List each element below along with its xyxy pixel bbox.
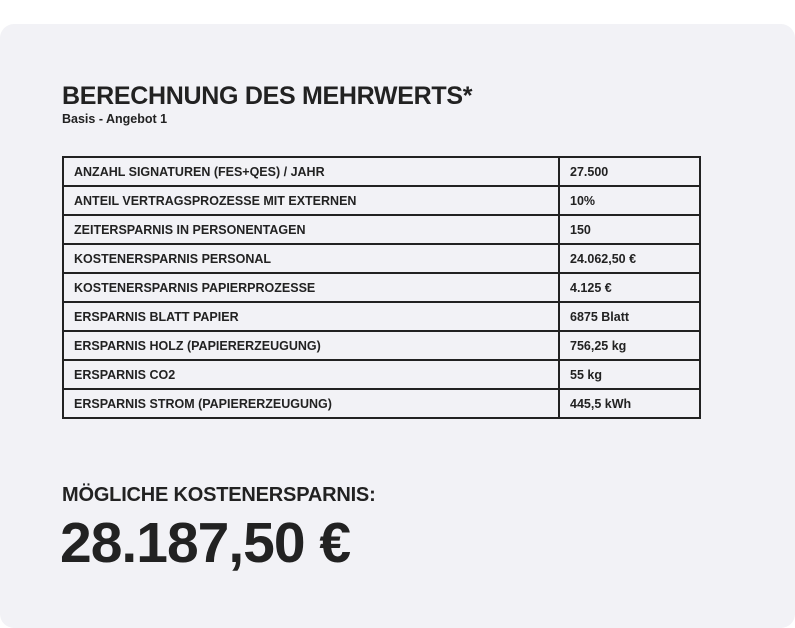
table-row <box>63 186 700 215</box>
metric-label: ERSPARNIS HOLZ (PAPIERERZEUGUNG) <box>63 331 559 360</box>
table-row <box>63 215 700 244</box>
metric-value: 55 kg <box>559 360 700 389</box>
table-row <box>63 244 700 273</box>
savings-label: MÖGLICHE KOSTENERSPARNIS: <box>62 484 376 506</box>
table-row <box>63 331 700 360</box>
table-row <box>63 157 700 186</box>
metrics-table <box>62 156 701 419</box>
table-row <box>63 389 700 418</box>
metric-value: 10% <box>559 186 700 215</box>
page-title: BERECHNUNG DES MEHRWERTS* <box>62 82 473 110</box>
metric-value: 756,25 kg <box>559 331 700 360</box>
metric-label: ERSPARNIS STROM (PAPIERERZEUGUNG) <box>63 389 559 418</box>
table-row <box>63 360 700 389</box>
metric-label: ZEITERSPARNIS IN PERSONENTAGEN <box>63 215 559 244</box>
metric-label: ANZAHL SIGNATUREN (FES+QES) / JAHR <box>63 157 559 186</box>
metric-label: ERSPARNIS CO2 <box>63 360 559 389</box>
metric-value: 6875 Blatt <box>559 302 700 331</box>
metric-label: ANTEIL VERTRAGSPROZESSE MIT EXTERNEN <box>63 186 559 215</box>
metric-value: 27.500 <box>559 157 700 186</box>
metric-label: KOSTENERSPARNIS PERSONAL <box>63 244 559 273</box>
metric-value: 24.062,50 € <box>559 244 700 273</box>
metric-label: ERSPARNIS BLATT PAPIER <box>63 302 559 331</box>
table-row <box>63 302 700 331</box>
metric-label: KOSTENERSPARNIS PAPIERPROZESSE <box>63 273 559 302</box>
metric-value: 150 <box>559 215 700 244</box>
metric-value: 4.125 € <box>559 273 700 302</box>
page-subtitle: Basis - Angebot 1 <box>62 112 168 126</box>
savings-total: 28.187,50 € <box>60 511 351 575</box>
metric-value: 445,5 kWh <box>559 389 700 418</box>
table-row <box>63 273 700 302</box>
